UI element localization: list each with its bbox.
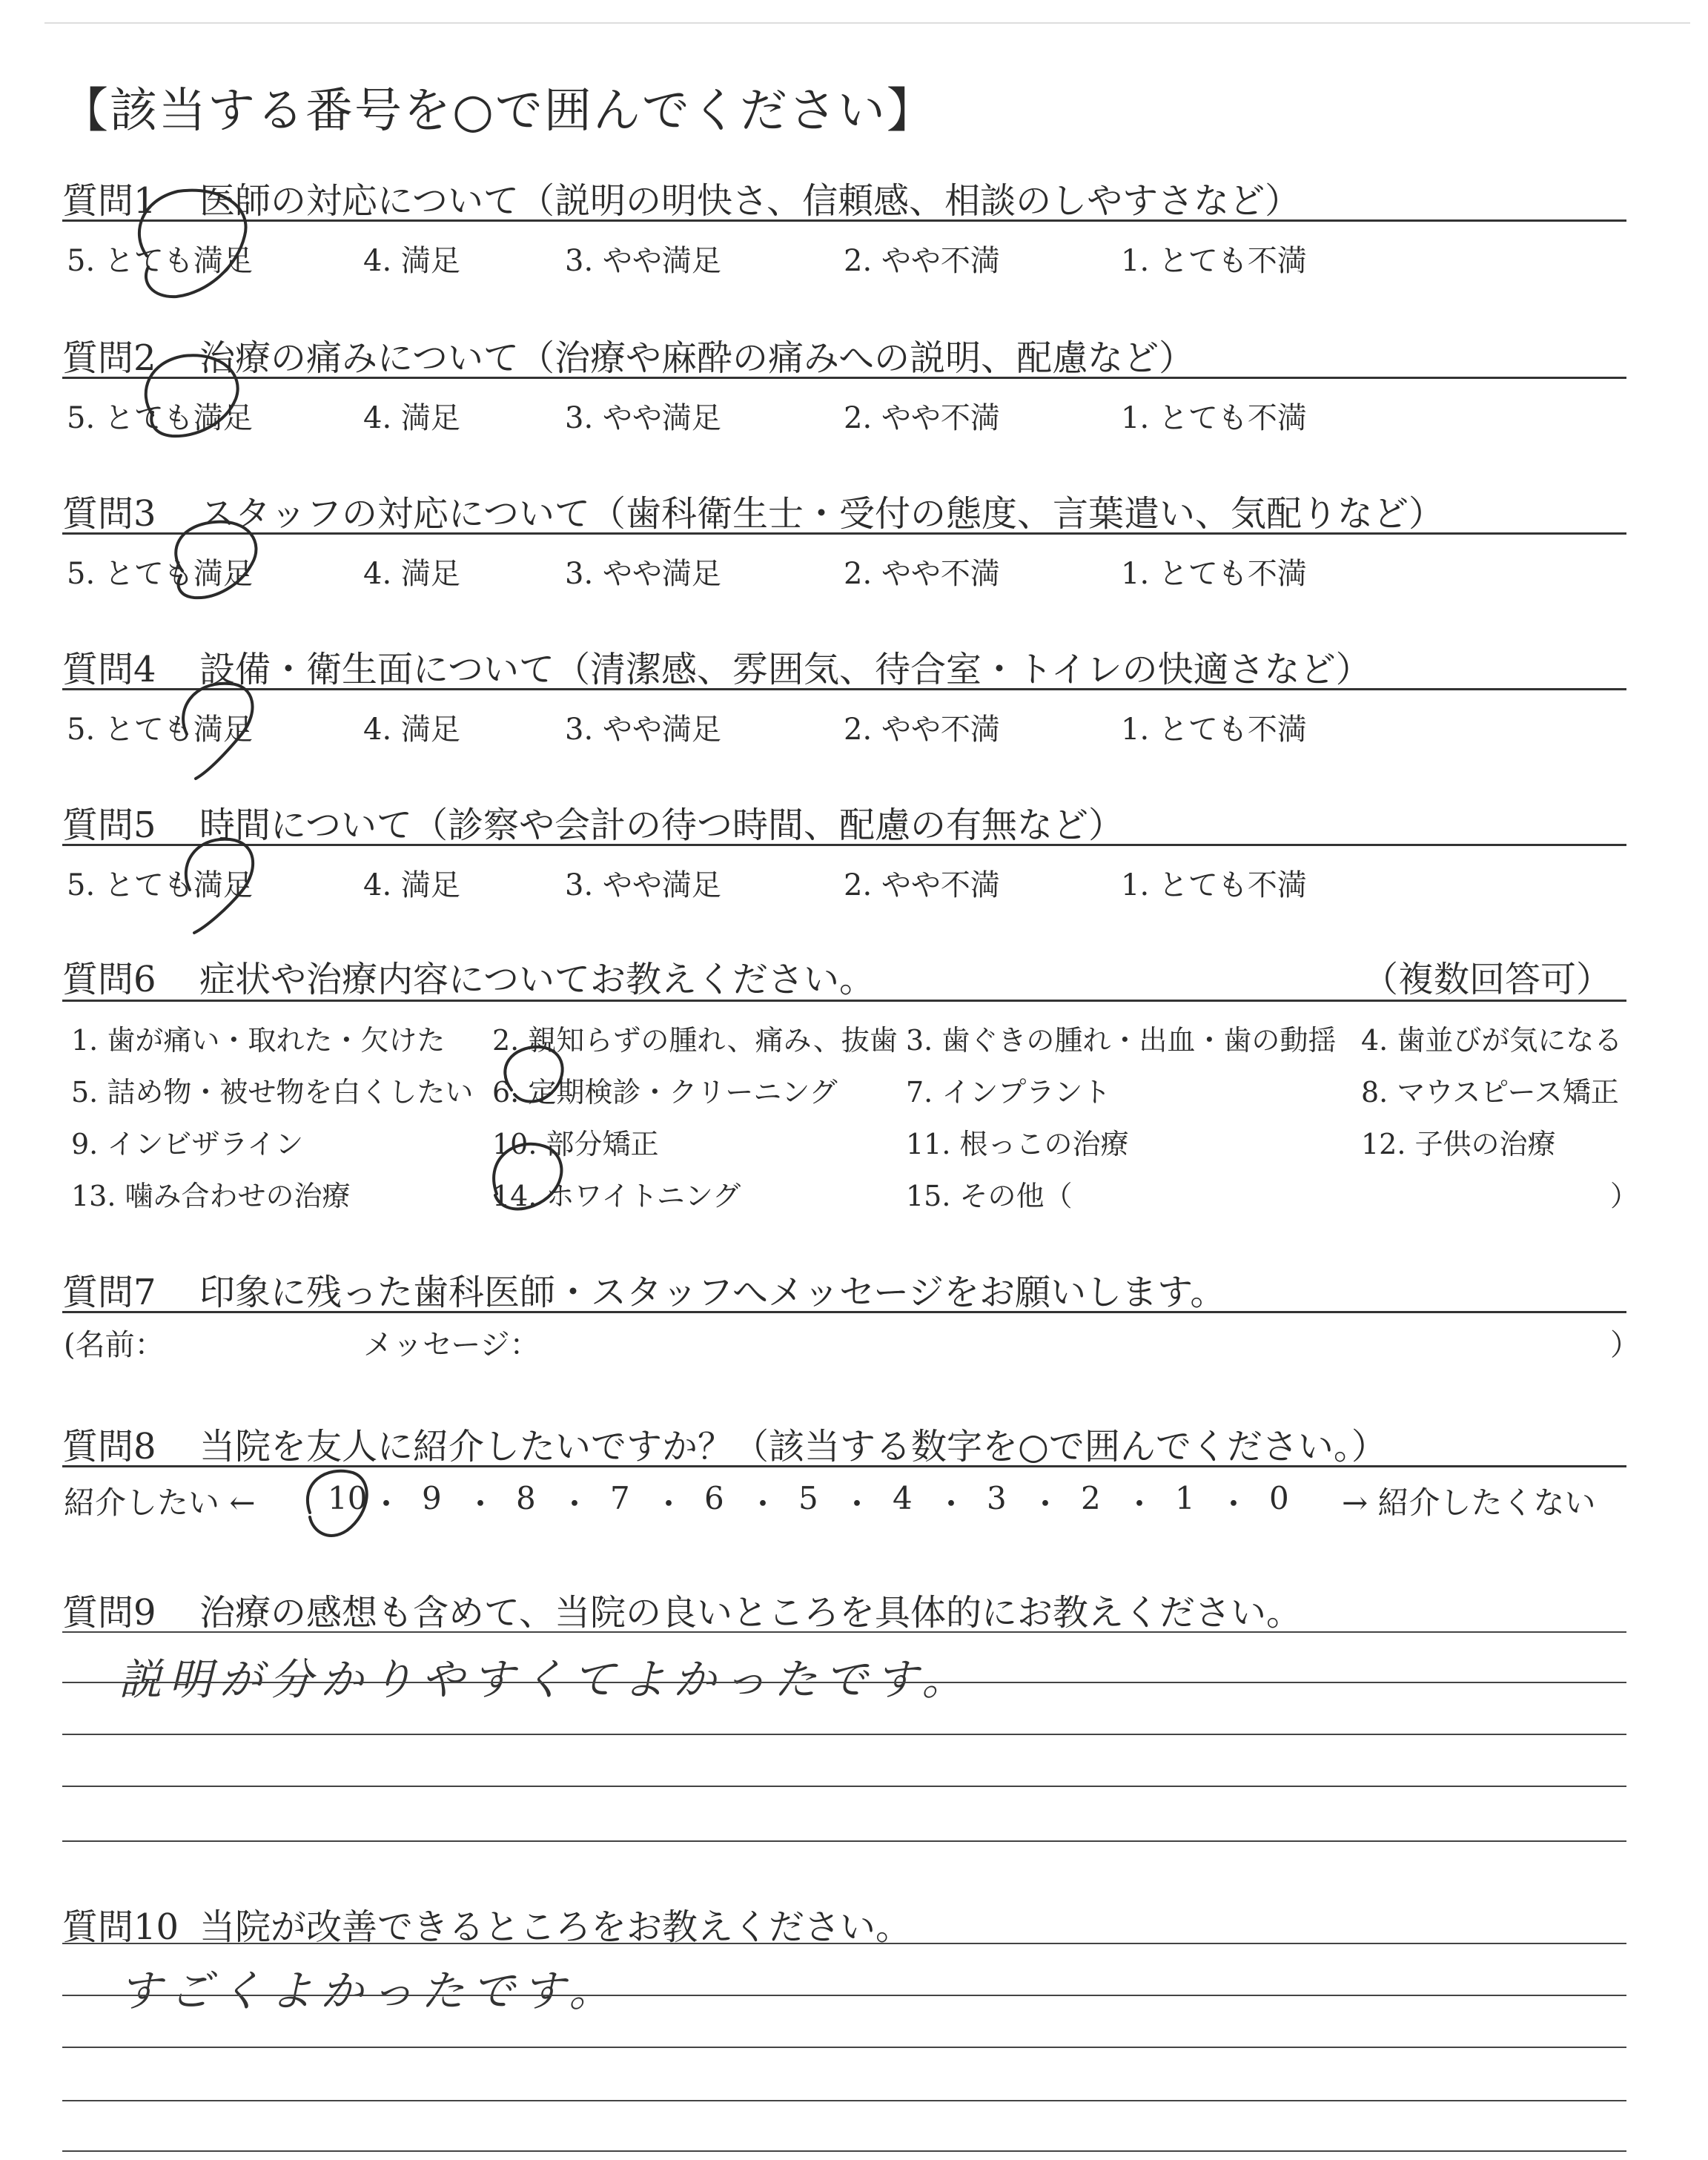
answer-line <box>62 1734 1626 1735</box>
answer-line <box>62 1786 1626 1787</box>
q10-handwritten-answer[interactable]: すごくよかったです。 <box>119 1966 620 2016</box>
scale-separator: ・ <box>559 1486 591 1522</box>
answer-line <box>62 1840 1626 1842</box>
q5-option-2[interactable]: 2. やや不満 <box>844 868 1000 902</box>
answer-line <box>62 2047 1626 2048</box>
q3-option-1[interactable]: 1. とても不満 <box>1121 557 1307 591</box>
message-label: メッセージ： <box>363 1328 540 1362</box>
q4-option-1[interactable]: 1. とても不満 <box>1121 713 1307 747</box>
answer-line <box>62 1995 1626 1996</box>
scale-separator: ・ <box>841 1486 873 1522</box>
multiple-answer-note: （複数回答可） <box>1363 959 1612 1000</box>
q6-option-8[interactable]: 8. マウスピース矯正 <box>1361 1076 1619 1109</box>
scale-value-3[interactable]: 3 <box>987 1480 1007 1516</box>
q6-option-11[interactable]: 11. 根っこの治療 <box>906 1128 1129 1160</box>
answer-line <box>62 2150 1626 2152</box>
q5-option-1[interactable]: 1. とても不満 <box>1121 868 1307 902</box>
q9-handwritten-answer[interactable]: 説明が分かりやすくてよかったです。 <box>119 1654 973 1705</box>
q6-option-6[interactable]: 6. 定期検診・クリーニング <box>492 1076 838 1109</box>
divider <box>62 844 1626 846</box>
q6-option-7[interactable]: 7. インプラント <box>906 1076 1111 1109</box>
q1-option-1[interactable]: 1. とても不満 <box>1121 244 1307 278</box>
q4-option-4[interactable]: 4. 満足 <box>363 713 460 747</box>
q6-option-9[interactable]: 9. インビザライン <box>71 1128 304 1160</box>
q4-option-5[interactable]: 5. とても満足 <box>67 713 253 747</box>
scale-separator: ・ <box>936 1486 967 1522</box>
page-header: 【該当する番号を○で囲んでください】 <box>61 84 936 139</box>
q6-option-14[interactable]: 14. ホワイトニング <box>492 1180 741 1212</box>
q2-option-1[interactable]: 1. とても不満 <box>1121 401 1307 435</box>
divider <box>62 377 1626 379</box>
q6-option-1[interactable]: 1. 歯が痛い・取れた・欠けた <box>71 1024 446 1057</box>
divider <box>62 688 1626 690</box>
scale-value-8[interactable]: 8 <box>516 1480 536 1516</box>
other-close-paren: ） <box>1610 1180 1639 1212</box>
scale-separator: ・ <box>1124 1486 1156 1522</box>
question-title: 質問8 当院を友人に紹介したいですか？（該当する数字を○で囲んでください。） <box>62 1426 1387 1467</box>
scan-edge <box>44 22 1690 24</box>
q2-option-3[interactable]: 3. やや満足 <box>565 401 721 435</box>
q2-option-2[interactable]: 2. やや不満 <box>844 401 1000 435</box>
q1-option-5[interactable]: 5. とても満足 <box>67 244 253 278</box>
q3-option-5[interactable]: 5. とても満足 <box>67 557 253 591</box>
answer-line <box>62 1682 1626 1683</box>
q1-option-2[interactable]: 2. やや不満 <box>844 244 1000 278</box>
recommend-left-label: 紹介したい ← <box>64 1484 256 1521</box>
name-label: (名前： <box>64 1328 165 1362</box>
q1-option-4[interactable]: 4. 満足 <box>363 244 460 278</box>
scale-separator: ・ <box>371 1486 403 1522</box>
question-title: 質問5 時間について（診察や会計の待つ時間、配慮の有無など） <box>62 805 1125 846</box>
q6-option-4[interactable]: 4. 歯並びが気になる <box>1361 1024 1623 1057</box>
q6-option-15[interactable]: 15. その他（ <box>906 1180 1073 1212</box>
q3-option-4[interactable]: 4. 満足 <box>363 557 460 591</box>
question-title: 質問2 治療の痛みについて（治療や麻酔の痛みへの説明、配慮など） <box>62 337 1195 379</box>
question-title: 質問6 症状や治療内容についてお教えください。 <box>62 959 875 1000</box>
divider <box>62 1465 1626 1467</box>
q6-option-2[interactable]: 2. 親知らずの腫れ、痛み、抜歯 <box>492 1024 898 1057</box>
question-title: 質問4 設備・衛生面について（清潔感、雰囲気、待合室・トイレの快適さなど） <box>62 649 1371 690</box>
scale-value-5[interactable]: 5 <box>798 1480 818 1516</box>
q2-option-4[interactable]: 4. 満足 <box>363 401 460 435</box>
q4-option-3[interactable]: 3. やや満足 <box>565 713 721 747</box>
answer-line <box>62 1943 1626 1944</box>
divider <box>62 532 1626 535</box>
q6-option-10[interactable]: 10. 部分矯正 <box>492 1128 659 1160</box>
q2-option-5[interactable]: 5. とても満足 <box>67 401 253 435</box>
q3-option-2[interactable]: 2. やや不満 <box>844 557 1000 591</box>
question-title: 質問1 医師の対応について（説明の明快さ、信頼感、相談のしやすさなど） <box>62 180 1301 222</box>
divider <box>62 1000 1626 1002</box>
divider <box>62 219 1626 222</box>
divider <box>62 1311 1626 1313</box>
q6-option-3[interactable]: 3. 歯ぐきの腫れ・出血・歯の動揺 <box>906 1024 1337 1057</box>
question-title: 質問7 印象に残った歯科医師・スタッフへメッセージをお願いします。 <box>62 1272 1226 1313</box>
scale-value-2[interactable]: 2 <box>1081 1480 1101 1516</box>
scale-value-6[interactable]: 6 <box>704 1480 724 1516</box>
q6-option-5[interactable]: 5. 詰め物・被せ物を白くしたい <box>71 1076 474 1109</box>
q3-option-3[interactable]: 3. やや満足 <box>565 557 721 591</box>
scale-separator: ・ <box>1218 1486 1250 1522</box>
scale-value-10[interactable]: 10 <box>328 1480 368 1516</box>
answer-line <box>62 1631 1626 1633</box>
scale-value-7[interactable]: 7 <box>610 1480 630 1516</box>
q5-option-3[interactable]: 3. やや満足 <box>565 868 721 902</box>
answer-line <box>62 2100 1626 2101</box>
scale-separator: ・ <box>465 1486 497 1522</box>
scale-value-4[interactable]: 4 <box>893 1480 913 1516</box>
question-title: 質問10 当院が改善できるところをお教えください。 <box>62 1906 912 1948</box>
scale-value-1[interactable]: 1 <box>1175 1480 1195 1516</box>
q1-option-3[interactable]: 3. やや満足 <box>565 244 721 278</box>
question-title: 質問9 治療の感想も含めて、当院の良いところを具体的にお教えください。 <box>62 1592 1302 1634</box>
q5-option-4[interactable]: 4. 満足 <box>363 868 460 902</box>
question-title: 質問3 スタッフの対応について（歯科衛生士・受付の態度、言葉遣い、気配りなど） <box>62 493 1445 535</box>
scale-separator: ・ <box>1030 1486 1062 1522</box>
q6-option-12[interactable]: 12. 子供の治療 <box>1361 1128 1556 1160</box>
scale-value-9[interactable]: 9 <box>422 1480 442 1516</box>
q5-option-5[interactable]: 5. とても満足 <box>67 868 253 902</box>
message-close-paren: ） <box>1610 1328 1640 1362</box>
scale-separator: ・ <box>747 1486 779 1522</box>
scale-separator: ・ <box>653 1486 685 1522</box>
q4-option-2[interactable]: 2. やや不満 <box>844 713 1000 747</box>
recommend-right-label: → 紹介したくない <box>1342 1484 1596 1521</box>
scale-value-0[interactable]: 0 <box>1269 1480 1289 1516</box>
q6-option-13[interactable]: 13. 噛み合わせの治療 <box>71 1180 351 1212</box>
